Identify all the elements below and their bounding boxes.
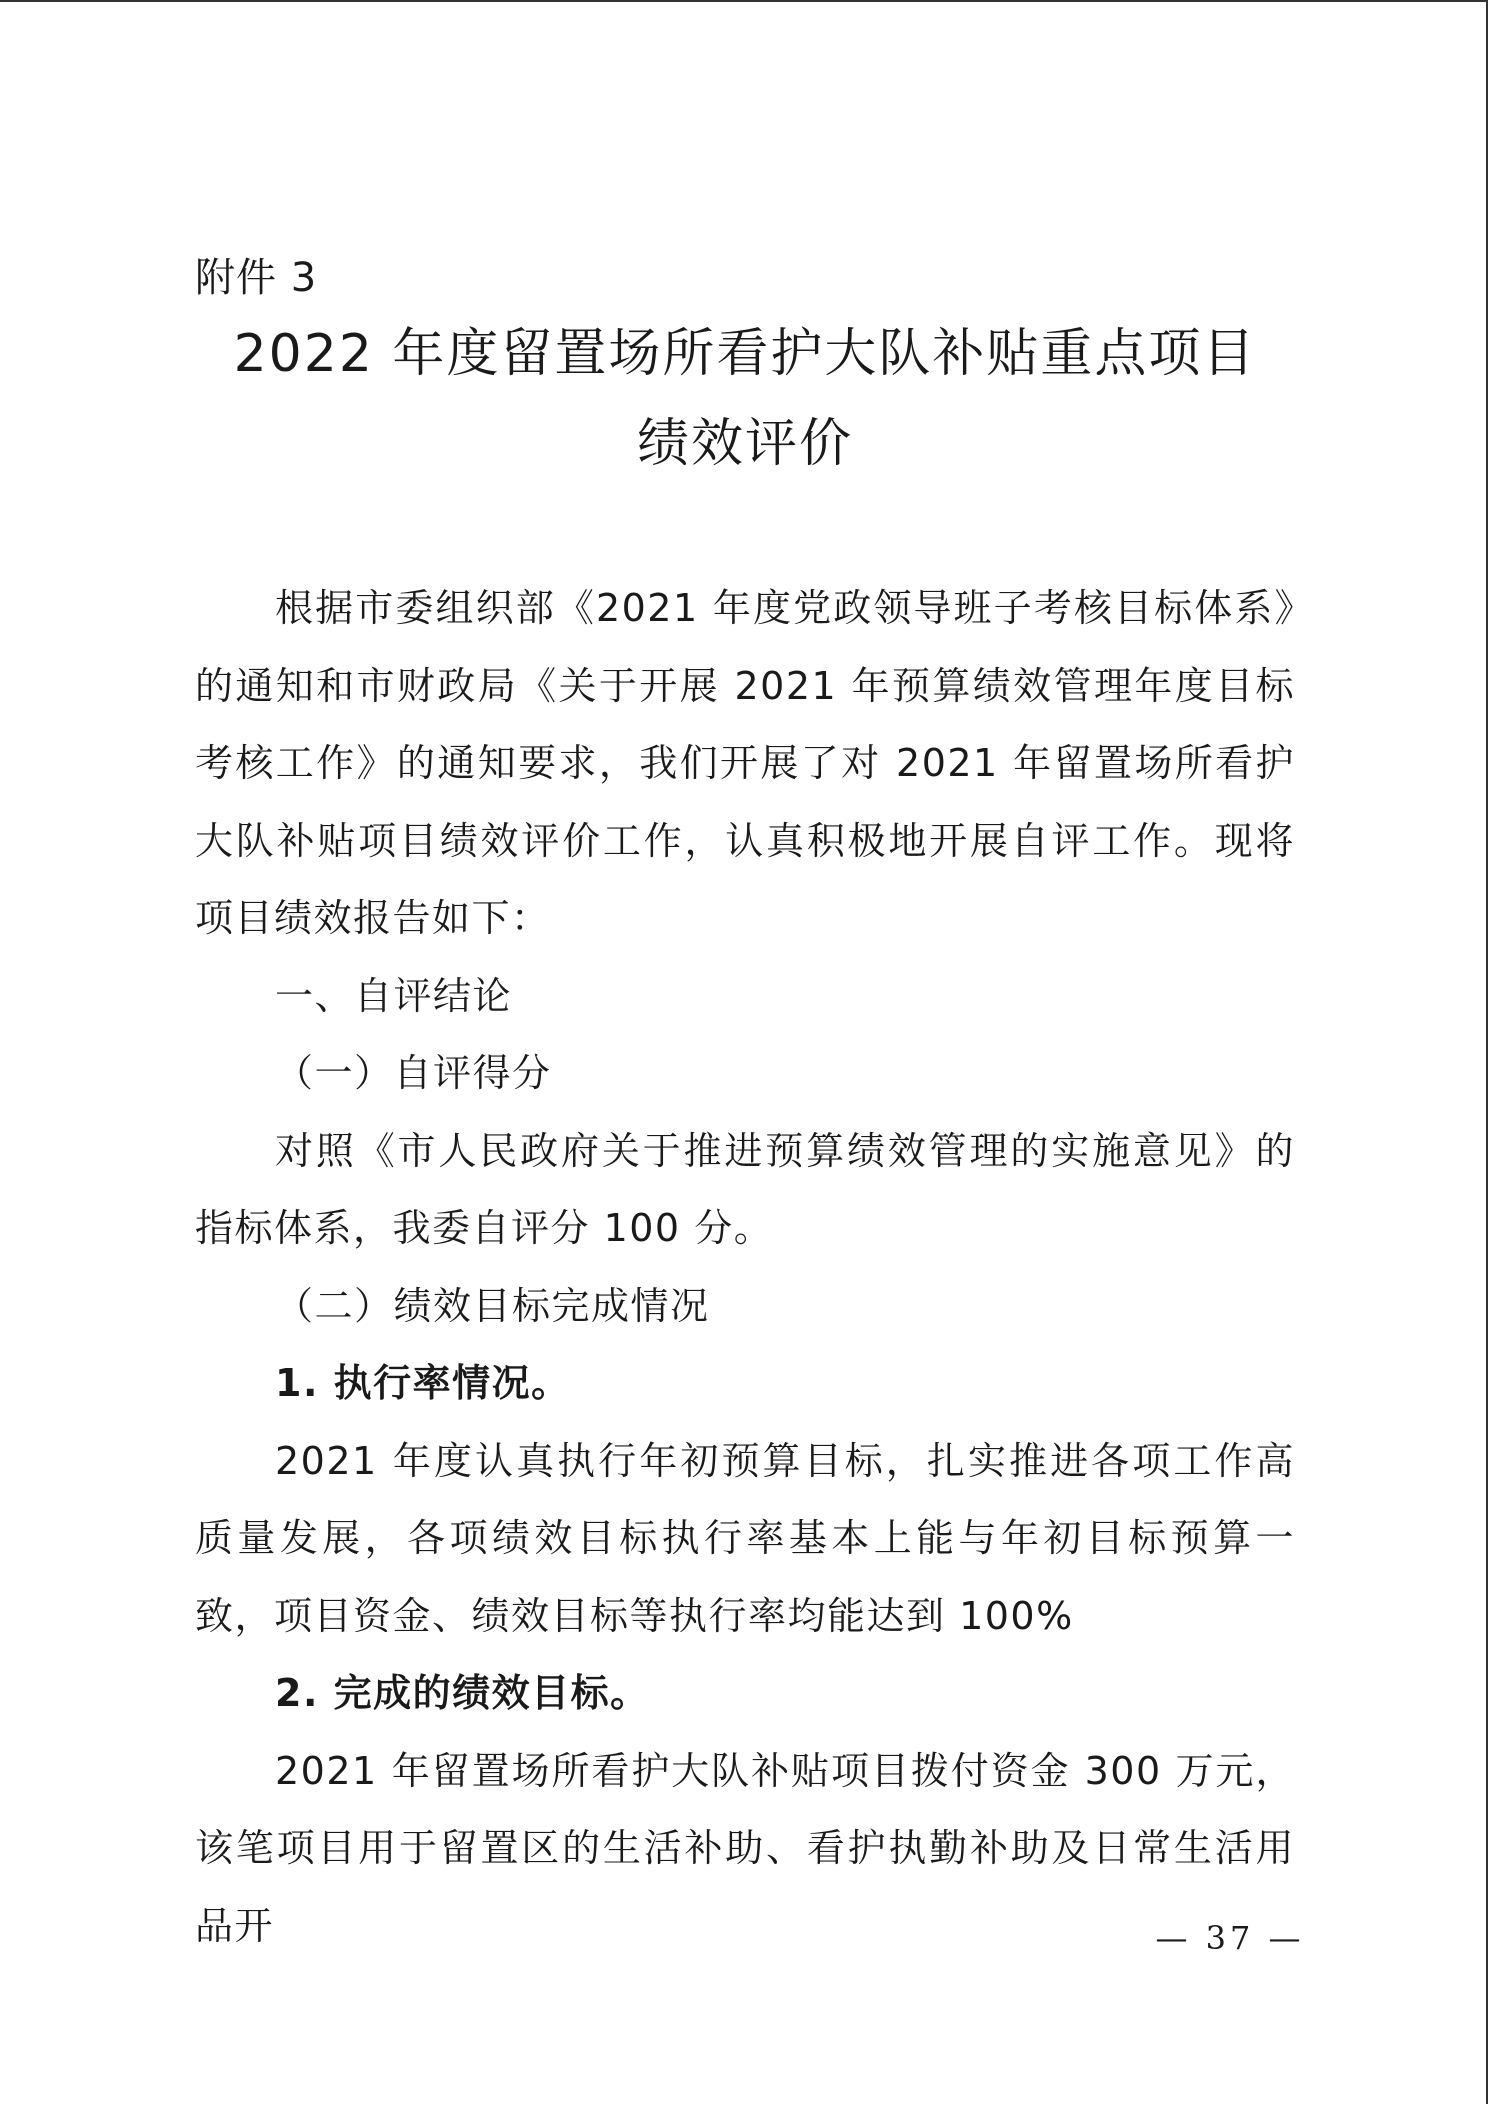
subsection-heading-self-evaluation-score: （一）自评得分 [275,1051,552,1095]
item-heading-completed-goals: 2. 完成的绩效目标。 [275,1671,650,1715]
attachment-label: 附件 3 [195,255,318,301]
intro-paragraph: 根据市委组织部《2021 年度党政领导班子考核目标体系》的通知和市财政局《关于开展 2021 年预算绩效管理年度目标考核工作》的通知要求，我们开展了对 2021 年留置场所看护大队补贴项目绩效评价工作，认真积极地开展自评工作。现将项目绩效报告如下： [195,586,1295,940]
execution-rate-paragraph: 2021 年度认真执行年初预算目标，扎实推进各项工作高质量发展，各项绩效目标执行率基本上能与年初目标预算一致，项目资金、绩效目标等执行率均能达到 100% [195,1438,1295,1638]
document-title-line-1: 2022 年度留置场所看护大队补贴重点项目 [233,324,1257,384]
section-heading-self-evaluation-conclusion: 一、自评结论 [275,973,513,1018]
page-number: — 37 — [1155,1919,1305,1957]
document-title-line-2: 绩效评价 [636,414,853,474]
item-heading-execution-rate: 1. 执行率情况。 [275,1361,571,1405]
page-border-top [0,0,1488,2]
subsection-heading-goal-completion: （二）绩效目标完成情况 [275,1283,710,1328]
completed-goals-paragraph: 2021 年留置场所看护大队补贴项目拨付资金 300 万元，该笔项目用于留置区的生活补助、看护执勤补助及日常生活用品开 [195,1748,1295,1948]
score-paragraph: 对照《市人民政府关于推进预算绩效管理的实施意见》的指标体系，我委自评分 100 分。 [195,1128,1295,1250]
document-body [195,570,1295,1965]
